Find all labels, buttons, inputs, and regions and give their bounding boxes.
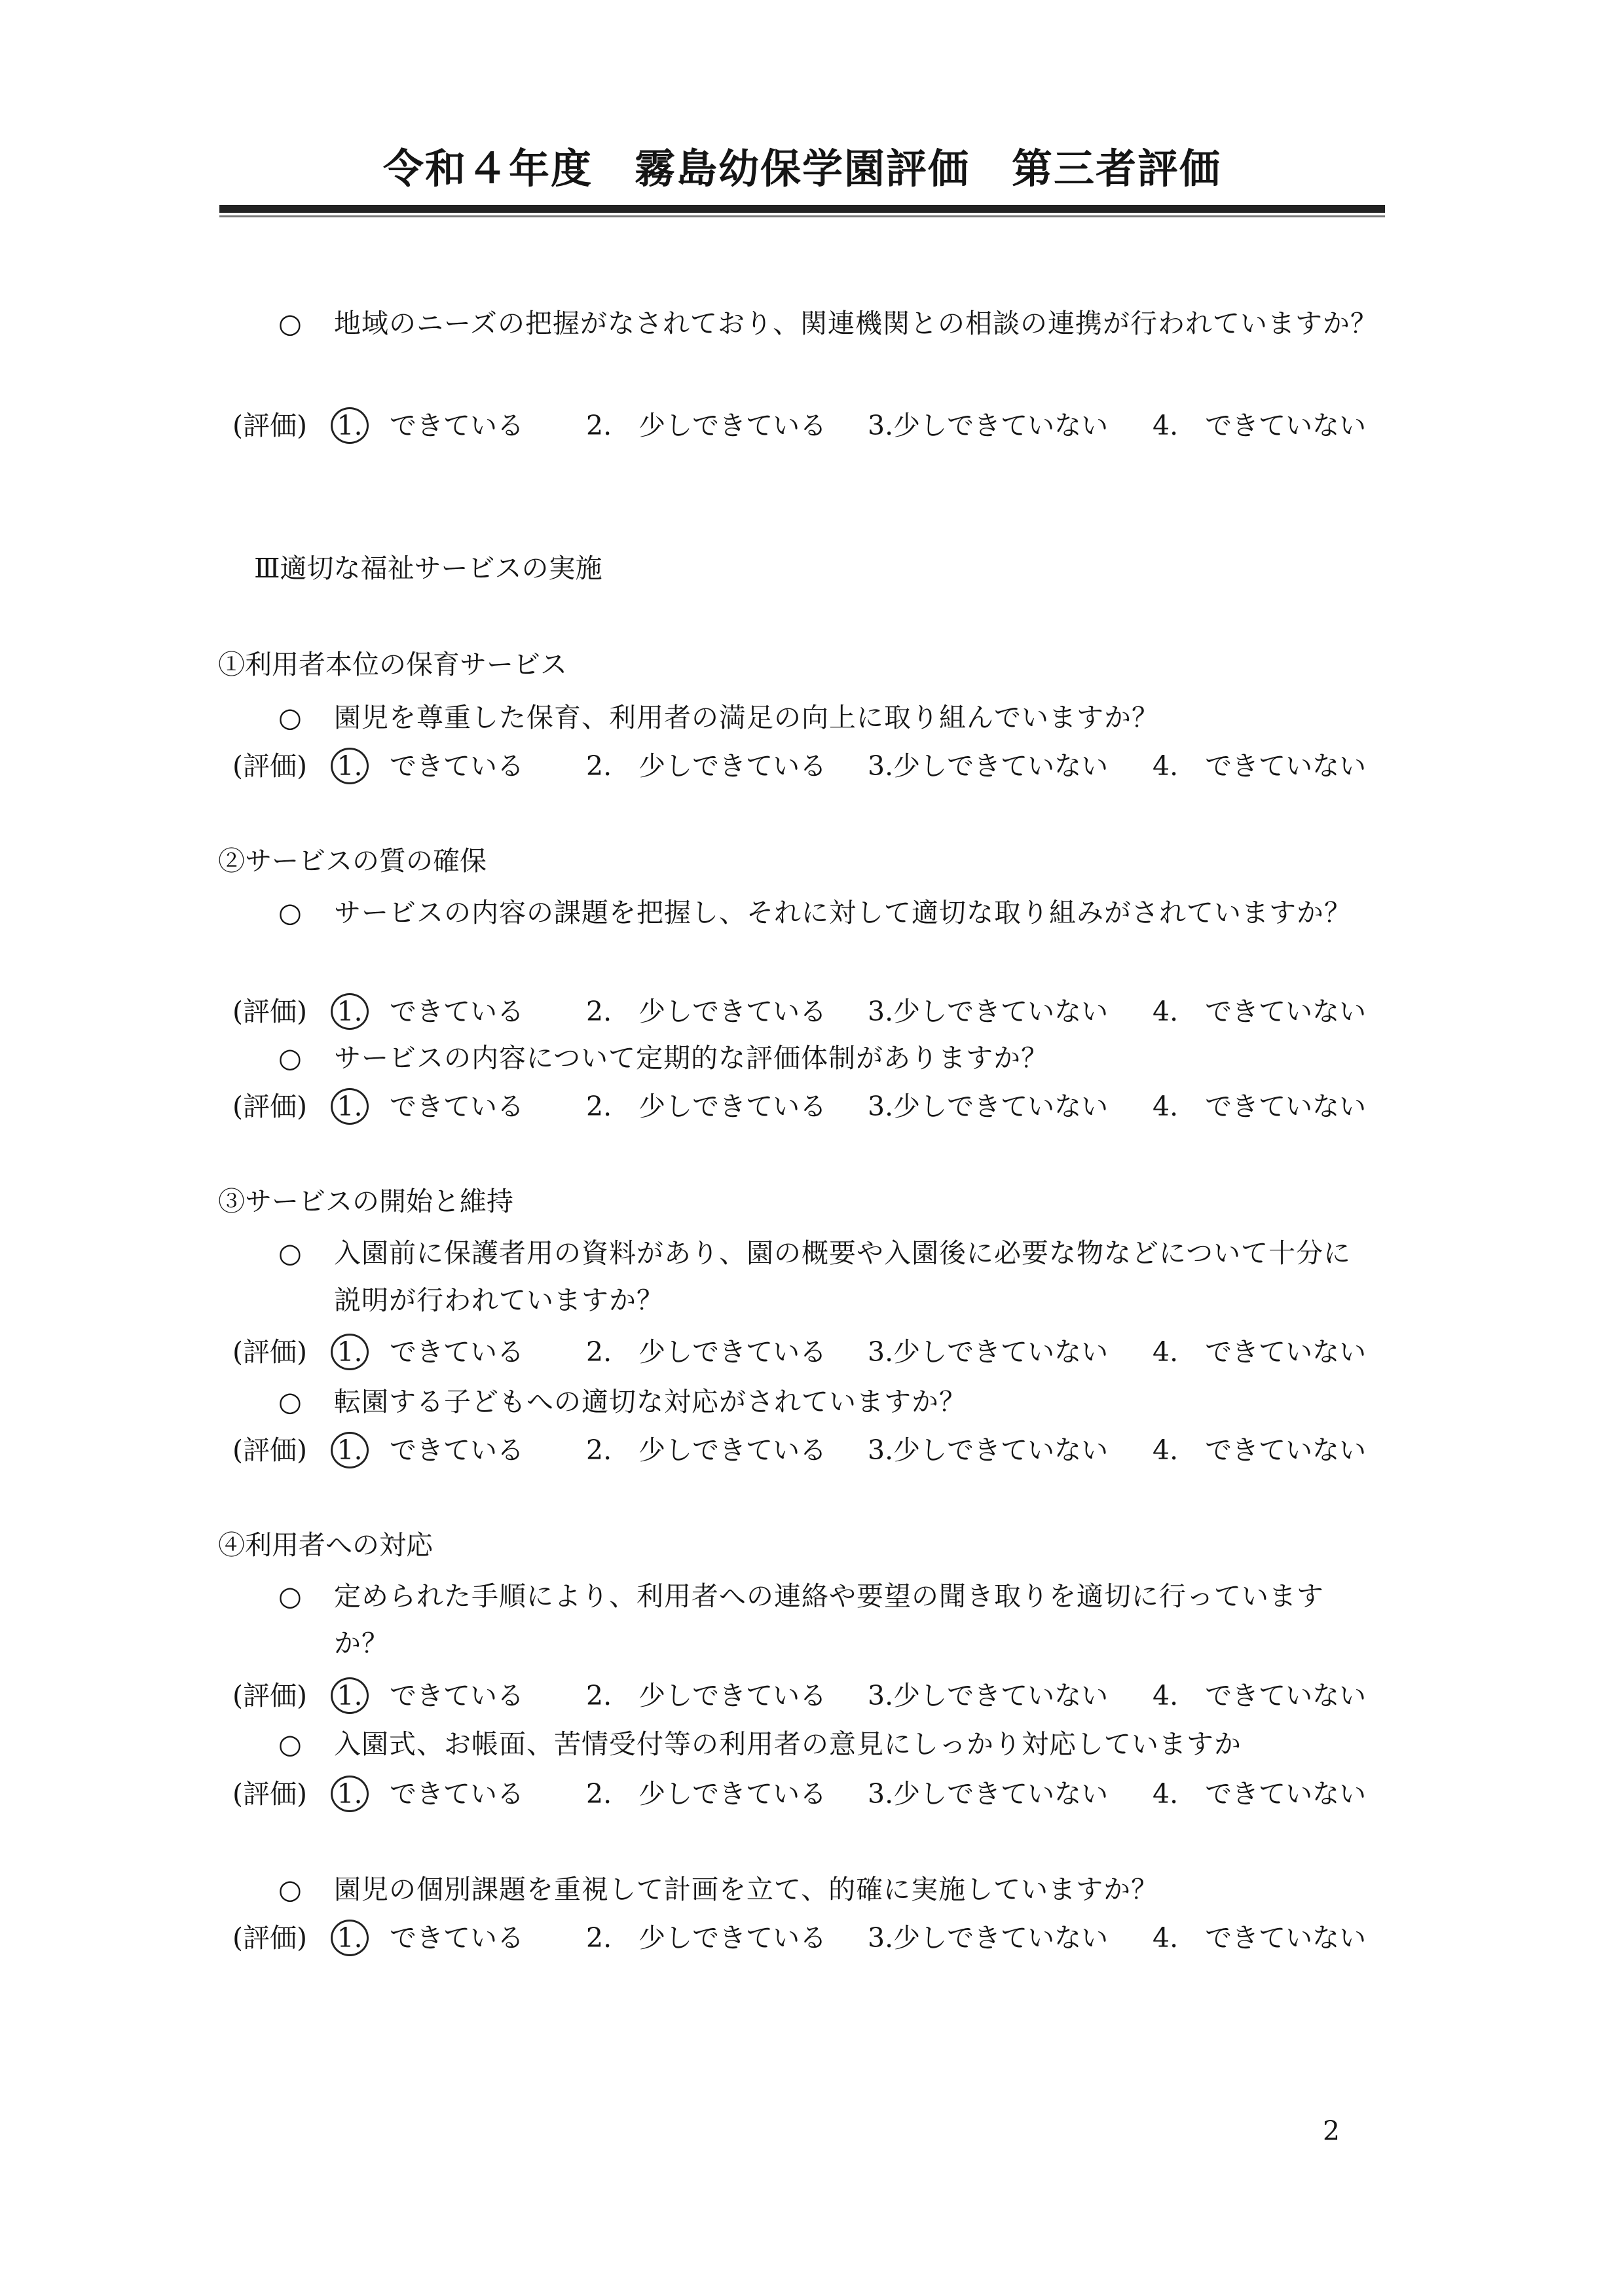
rating-option-1-text: できている (390, 1778, 524, 1810)
subsection-heading-3: ③サービスの開始と維持 (218, 1186, 513, 1217)
rating-option-3: 3.少しできていない (868, 1680, 1109, 1711)
question-marker: ○ (278, 1580, 302, 1612)
rating-label: (評価) (232, 750, 307, 782)
rating-row-2-1 (232, 989, 1385, 1034)
rating-option-2: 2. 少しできている (586, 1680, 827, 1711)
rating-option-3: 3.少しできていない (868, 1778, 1109, 1810)
rating-label: (評価) (232, 1922, 307, 1954)
rating-option-1-text: できている (390, 1091, 524, 1122)
rating-label: (評価) (232, 1336, 307, 1368)
rating-option-3: 3.少しできていない (868, 1091, 1109, 1122)
rating-option-1-circled: 1. (331, 748, 369, 784)
rating-option-4: 4. できていない (1153, 750, 1367, 782)
rating-row-4-3 (232, 1915, 1385, 1961)
rating-option-2: 2. 少しできている (586, 1091, 827, 1122)
rating-option-1-text: できている (390, 750, 524, 782)
rating-label: (評価) (232, 1091, 307, 1122)
page-number: 2 (1323, 2115, 1340, 2147)
question-text: サービスの内容の課題を把握し、それに対して適切な取り組みがされていますか？ (334, 897, 1352, 928)
rating-option-1-text: できている (390, 1434, 524, 1466)
title-underline (219, 205, 1385, 213)
rating-option-4: 4. できていない (1153, 1680, 1367, 1711)
rating-option-1-text: できている (390, 1336, 524, 1368)
question-text: 地域のニーズの把握がなされており、関連機関との相談の連携が行われていますか？ (334, 308, 1378, 339)
rating-option-1-circled: 1. (331, 1677, 369, 1714)
question-1-1 (278, 694, 1378, 741)
question-text: 園児の個別課題を重視して計画を立て、的確に実施していますか？ (334, 1874, 1159, 1905)
subsection-heading-4: ④利用者への対応 (218, 1529, 433, 1561)
question-3-1 (278, 1230, 1378, 1324)
question-text: 入園前に保護者用の資料があり、園の概要や入園後に必要な物などについて十分に説明が行われていますか？ (334, 1237, 1352, 1316)
question-marker: ○ (278, 1042, 302, 1074)
rating-option-4: 4. できていない (1153, 1336, 1367, 1368)
rating-option-4: 4. できていない (1153, 1922, 1367, 1954)
question-4-3 (278, 1866, 1378, 1913)
rating-option-1-circled: 1. (331, 1432, 369, 1468)
rating-option-3: 3.少しできていない (868, 1434, 1109, 1466)
rating-option-1-circled: 1. (331, 993, 369, 1030)
rating-row-4-1 (232, 1673, 1385, 1719)
rating-option-4: 4. できていない (1153, 1778, 1367, 1810)
rating-row-3-1 (232, 1329, 1385, 1375)
question-marker: ○ (278, 1386, 302, 1417)
question-marker: ○ (278, 1874, 302, 1905)
rating-option-1-circled: 1. (331, 1920, 369, 1956)
question-2-1 (278, 889, 1352, 936)
rating-option-1-circled: 1. (331, 1776, 369, 1812)
rating-option-3: 3.少しできていない (868, 996, 1109, 1027)
question-text: 転園する子どもへの適切な対応がされていますか？ (334, 1386, 967, 1417)
rating-row-2-2 (232, 1084, 1385, 1129)
rating-label: (評価) (232, 1778, 307, 1810)
rating-option-3: 3.少しできていない (868, 1336, 1109, 1368)
rating-option-2: 2. 少しできている (586, 1922, 827, 1954)
question-text: サービスの内容について定期的な評価体制がありますか？ (334, 1042, 1049, 1074)
rating-option-1-circled: 1. (331, 1088, 369, 1125)
question-marker: ○ (278, 897, 302, 928)
rating-option-4: 4. できていない (1153, 410, 1367, 441)
question-2-2 (278, 1034, 1378, 1082)
rating-option-2: 2. 少しできている (586, 1336, 827, 1368)
question-text: 園児を尊重した保育、利用者の満足の向上に取り組んでいますか？ (334, 702, 1159, 733)
title-underline-thin (219, 215, 1385, 217)
section-heading: Ⅲ適切な福祉サービスの実施 (254, 553, 602, 584)
question-marker: ○ (278, 702, 302, 733)
question-marker: ○ (278, 308, 302, 339)
rating-row-1-1 (232, 743, 1385, 789)
question-3-2 (278, 1378, 1378, 1425)
rating-label: (評価) (232, 1680, 307, 1711)
question-4-1 (278, 1573, 1378, 1667)
rating-label: (評価) (232, 1434, 307, 1466)
rating-label: (評価) (232, 410, 307, 441)
subsection-heading-1: ①利用者本位の保育サービス (218, 649, 567, 680)
rating-option-4: 4. できていない (1153, 1434, 1367, 1466)
question-marker: ○ (278, 1728, 302, 1760)
rating-option-2: 2. 少しできている (586, 1434, 827, 1466)
rating-option-1-circled: 1. (331, 407, 369, 444)
rating-option-1-text: できている (390, 1680, 524, 1711)
rating-option-2: 2. 少しできている (586, 996, 827, 1027)
rating-option-1-circled: 1. (331, 1334, 369, 1370)
rating-option-4: 4. できていない (1153, 1091, 1367, 1122)
question-4-2 (278, 1721, 1378, 1768)
question-text: 入園式、お帳面、苦情受付等の利用者の意見にしっかり対応していますか (334, 1728, 1242, 1760)
rating-row-community (232, 403, 1385, 448)
rating-option-3: 3.少しできていない (868, 750, 1109, 782)
rating-row-4-2 (232, 1771, 1385, 1817)
rating-option-1-text: できている (390, 1922, 524, 1954)
page-title: 令和４年度 霧島幼保学園評価 第三者評価 (382, 145, 1221, 192)
rating-option-4: 4. できていない (1153, 996, 1367, 1027)
rating-option-2: 2. 少しできている (586, 410, 827, 441)
rating-option-2: 2. 少しできている (586, 1778, 827, 1810)
rating-row-3-2 (232, 1427, 1385, 1473)
rating-option-2: 2. 少しできている (586, 750, 827, 782)
rating-option-3: 3.少しできていない (868, 410, 1109, 441)
rating-label: (評価) (232, 996, 307, 1027)
rating-option-1-text: できている (390, 410, 524, 441)
subsection-heading-2: ②サービスの質の確保 (218, 845, 487, 877)
question-marker: ○ (278, 1237, 302, 1269)
rating-option-3: 3.少しできていない (868, 1922, 1109, 1954)
question-text: 定められた手順により、利用者への連絡や要望の聞き取りを適切に行っていますか？ (334, 1580, 1324, 1659)
rating-option-1-text: できている (390, 996, 524, 1027)
question-community (278, 300, 1378, 347)
